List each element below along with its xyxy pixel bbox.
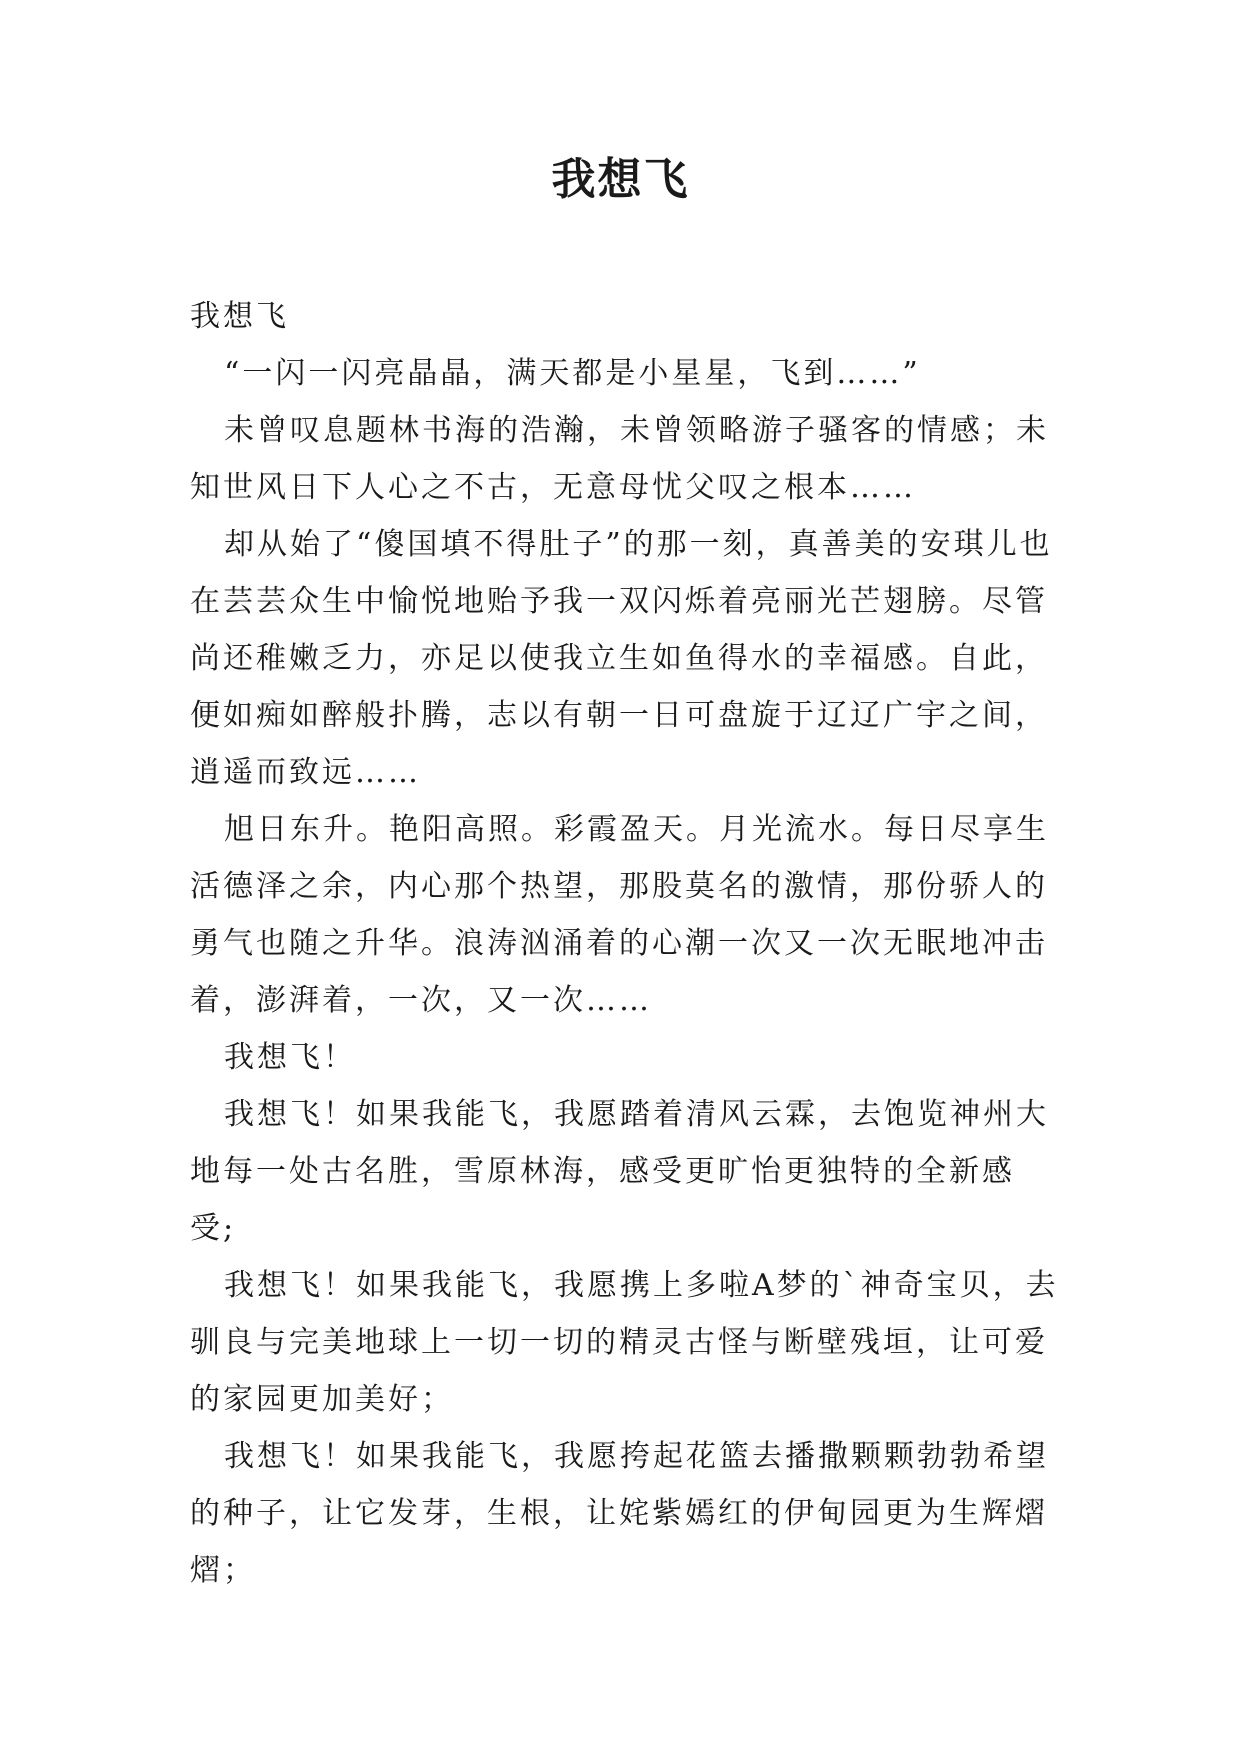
paragraph: 未曾叹息题林书海的浩瀚，未曾领略游子骚客的情感；未知世风日下人心之不古，无意母忧父叹之根本……	[190, 413, 1049, 505]
paragraph: 却从始了“傻国填不得肚子”的那一刻，真善美的安琪儿也在芸芸众生中愉悦地贻予我一双闪烁着亮丽光芒翅膀。尽管尚还稚嫩乏力，亦足以使我立生如鱼得水的幸福感。自此，便如痴如醉般扑腾，志以有朝一日可盘旋于辽辽广宇之间，逍遥而致远……	[190, 527, 1053, 790]
paragraph: 我想飞！如果我能飞，我愿携上多啦A梦的`神奇宝贝，去驯良与完美地球上一切一切的精灵古怪与断壁残垣，让可爱的家园更加美好；	[190, 1268, 1059, 1417]
paragraph: 我想飞！如果我能飞，我愿踏着清风云霖，去饱览神州大地每一处古名胜，雪原林海，感受更旷怡更独特的全新感受;	[190, 1097, 1049, 1246]
document-title: 我想飞	[551, 154, 690, 205]
paragraph: 我想飞！如果我能飞，我愿挎起花篮去播撒颗颗勃勃希望的种子，让它发芽，生根，让姹紫嫣红的伊甸园更为生辉熠熠；	[190, 1439, 1049, 1588]
paragraph: “一闪一闪亮晶晶，满天都是小星星，飞到……”	[224, 356, 921, 391]
paragraph-heading: 我想飞	[190, 299, 289, 334]
paragraph: 我想飞！	[224, 1040, 356, 1075]
paragraph: 旭日东升。艳阳高照。彩霞盈天。月光流水。每日尽享生活德泽之余，内心那个热望，那股莫名的激情，那份骄人的勇气也随之升华。浪涛汹涌着的心潮一次又一次无眠地冲击着，澎湃着，一次，又一次……	[190, 812, 1049, 1018]
document-body	[190, 288, 1060, 1599]
